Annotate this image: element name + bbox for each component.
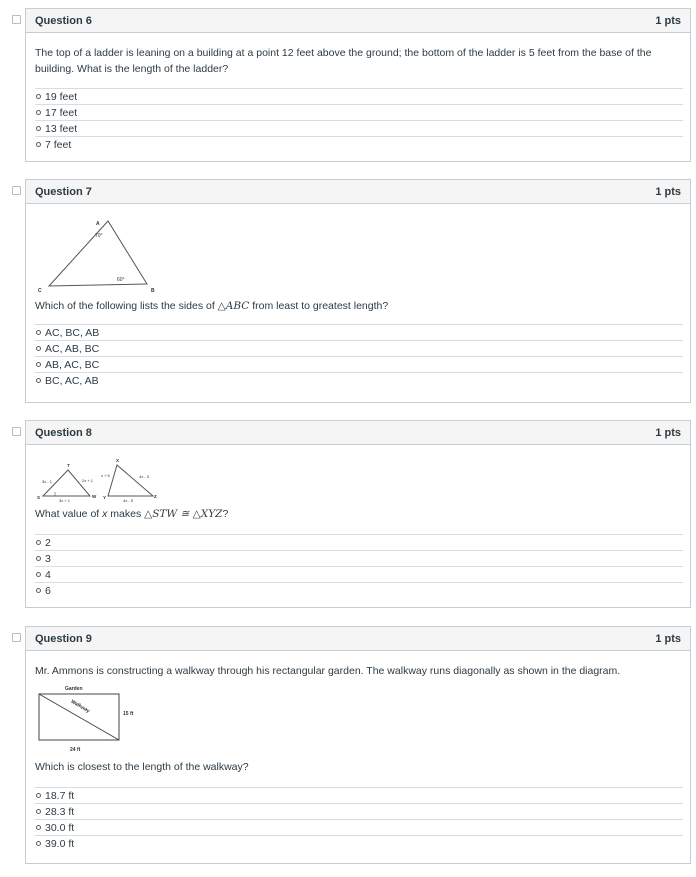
vertex-s-label: S [37,495,41,500]
answer-option[interactable] [35,534,683,550]
vertex-x-label: X [116,458,120,463]
answer-label: 7 feet [45,138,72,151]
question-text-part: Which of the following lists the sides of [35,300,218,312]
congruent-triangles-diagram [35,456,175,504]
radio-icon[interactable] [36,110,41,115]
answer-list [35,88,681,152]
vertex-b-label: B [151,288,155,294]
question-title: Question 6 [35,14,92,27]
question-title: Question 9 [35,632,92,645]
side-tw-label: 2x + 1 [82,478,94,483]
flag-question-8-icon[interactable] [12,427,21,436]
question-text: The top of a ladder is leaning on a building at a point 12 feet above the ground; the bottom of the ladder is 5 feet from the base of the building. What is the length of the ladder? [35,47,652,75]
answer-option[interactable] [35,356,683,372]
angle-b-label: 60° [117,277,125,283]
angle-a-label: 70° [95,233,103,239]
question-header [26,9,690,33]
radio-icon[interactable] [36,94,41,99]
side-yz-label: 4x - 5 [123,498,134,503]
vertex-z-label: Z [154,494,157,499]
radio-icon[interactable] [36,809,41,814]
garden-walkway-diagram [35,682,175,760]
question-header [26,421,690,445]
radio-icon[interactable] [36,588,41,593]
answer-label: 6 [45,584,51,597]
question-text-part: from least to greatest length? [249,300,389,312]
question-text [35,506,681,522]
answer-option[interactable] [35,120,683,136]
vertex-y-label: Y [103,495,107,500]
question-body [26,663,690,851]
question-7 [25,179,691,403]
question-text: Mr. Ammons is constructing a walkway through his rectangular garden. The walkway runs diagonally as shown in the diagram. [35,665,621,677]
side-xz-label: 4x - 3 [139,474,150,479]
radio-icon[interactable] [36,540,41,545]
question-title: Question 7 [35,185,92,198]
answer-option[interactable] [35,787,683,803]
answer-label: 30.0 ft [45,821,75,834]
radio-icon[interactable] [36,378,41,383]
question-8 [25,420,691,608]
radio-icon[interactable] [36,142,41,147]
side-xy-label: x + 5 [101,473,110,478]
answer-option[interactable] [35,835,683,851]
vertex-w-label: W [92,494,97,499]
question-header [26,180,690,204]
radio-icon[interactable] [36,793,41,798]
flag-question-9-icon[interactable] [12,633,21,642]
answer-option[interactable] [35,550,683,566]
flag-question-7-icon[interactable] [12,186,21,195]
answer-label: 3 [45,552,51,565]
vertex-c-label: C [38,288,42,294]
question-prompt: Which is closest to the length of the walkway? [35,761,249,773]
answer-label: 2 [45,536,51,549]
question-text [35,298,681,314]
question-text-part: ? [222,508,229,520]
question-header [26,627,690,651]
vertex-t-label: T [67,463,70,468]
answer-label: BC, AC, AB [45,374,99,387]
answer-option[interactable] [35,340,683,356]
question-body [26,456,690,598]
garden-label: Garden [65,686,83,692]
question-9 [25,626,691,864]
answer-label: AC, BC, AB [45,326,100,339]
answer-list [35,787,681,851]
answer-option[interactable] [35,819,683,835]
answer-label: 4 [45,568,51,581]
walkway-label: Walkway [69,698,91,715]
radio-icon[interactable] [36,572,41,577]
question-body [26,213,690,388]
radio-icon[interactable] [36,825,41,830]
question-title: Question 8 [35,426,92,439]
side-st-label: 3x - 1 [42,479,53,484]
answer-label: AC, AB, BC [45,342,100,355]
radio-icon[interactable] [36,362,41,367]
question-text-part: makes [107,508,145,520]
math-expression: △ABC [217,300,250,312]
answer-option[interactable] [35,88,683,104]
question-points: 1 pts [655,14,681,27]
question-text-part: What value of [35,508,103,520]
answer-option[interactable] [35,136,683,152]
side-length-label: 15 ft [123,711,134,717]
answer-option[interactable] [35,566,683,582]
answer-label: AB, AC, BC [45,358,100,371]
radio-icon[interactable] [36,841,41,846]
radio-icon[interactable] [36,126,41,131]
question-points: 1 pts [655,426,681,439]
question-6 [25,8,691,162]
answer-label: 13 feet [45,122,78,135]
answer-option[interactable] [35,324,683,340]
question-points: 1 pts [655,632,681,645]
answer-list [35,324,681,388]
triangle-abc-diagram [35,213,175,295]
answer-label: 17 feet [45,106,78,119]
answer-list [35,534,681,598]
side-sw-label: 3x + 1 [59,498,71,503]
answer-option[interactable] [35,582,683,598]
bottom-length-label: 24 ft [70,747,81,753]
question-body [26,45,690,152]
variable-x: x [102,508,108,520]
answer-option[interactable] [35,104,683,120]
math-expression: △STW ≅ △XYZ [144,508,223,520]
vertex-a-label: A [96,221,100,227]
radio-icon[interactable] [36,556,41,561]
answer-label: 18.7 ft [45,789,75,802]
answer-option[interactable] [35,372,683,388]
flag-question-6-icon[interactable] [12,15,21,24]
answer-label: 28.3 ft [45,805,75,818]
radio-icon[interactable] [36,330,41,335]
question-points: 1 pts [655,185,681,198]
radio-icon[interactable] [36,346,41,351]
answer-label: 39.0 ft [45,837,75,850]
answer-option[interactable] [35,803,683,819]
answer-label: 19 feet [45,90,78,103]
